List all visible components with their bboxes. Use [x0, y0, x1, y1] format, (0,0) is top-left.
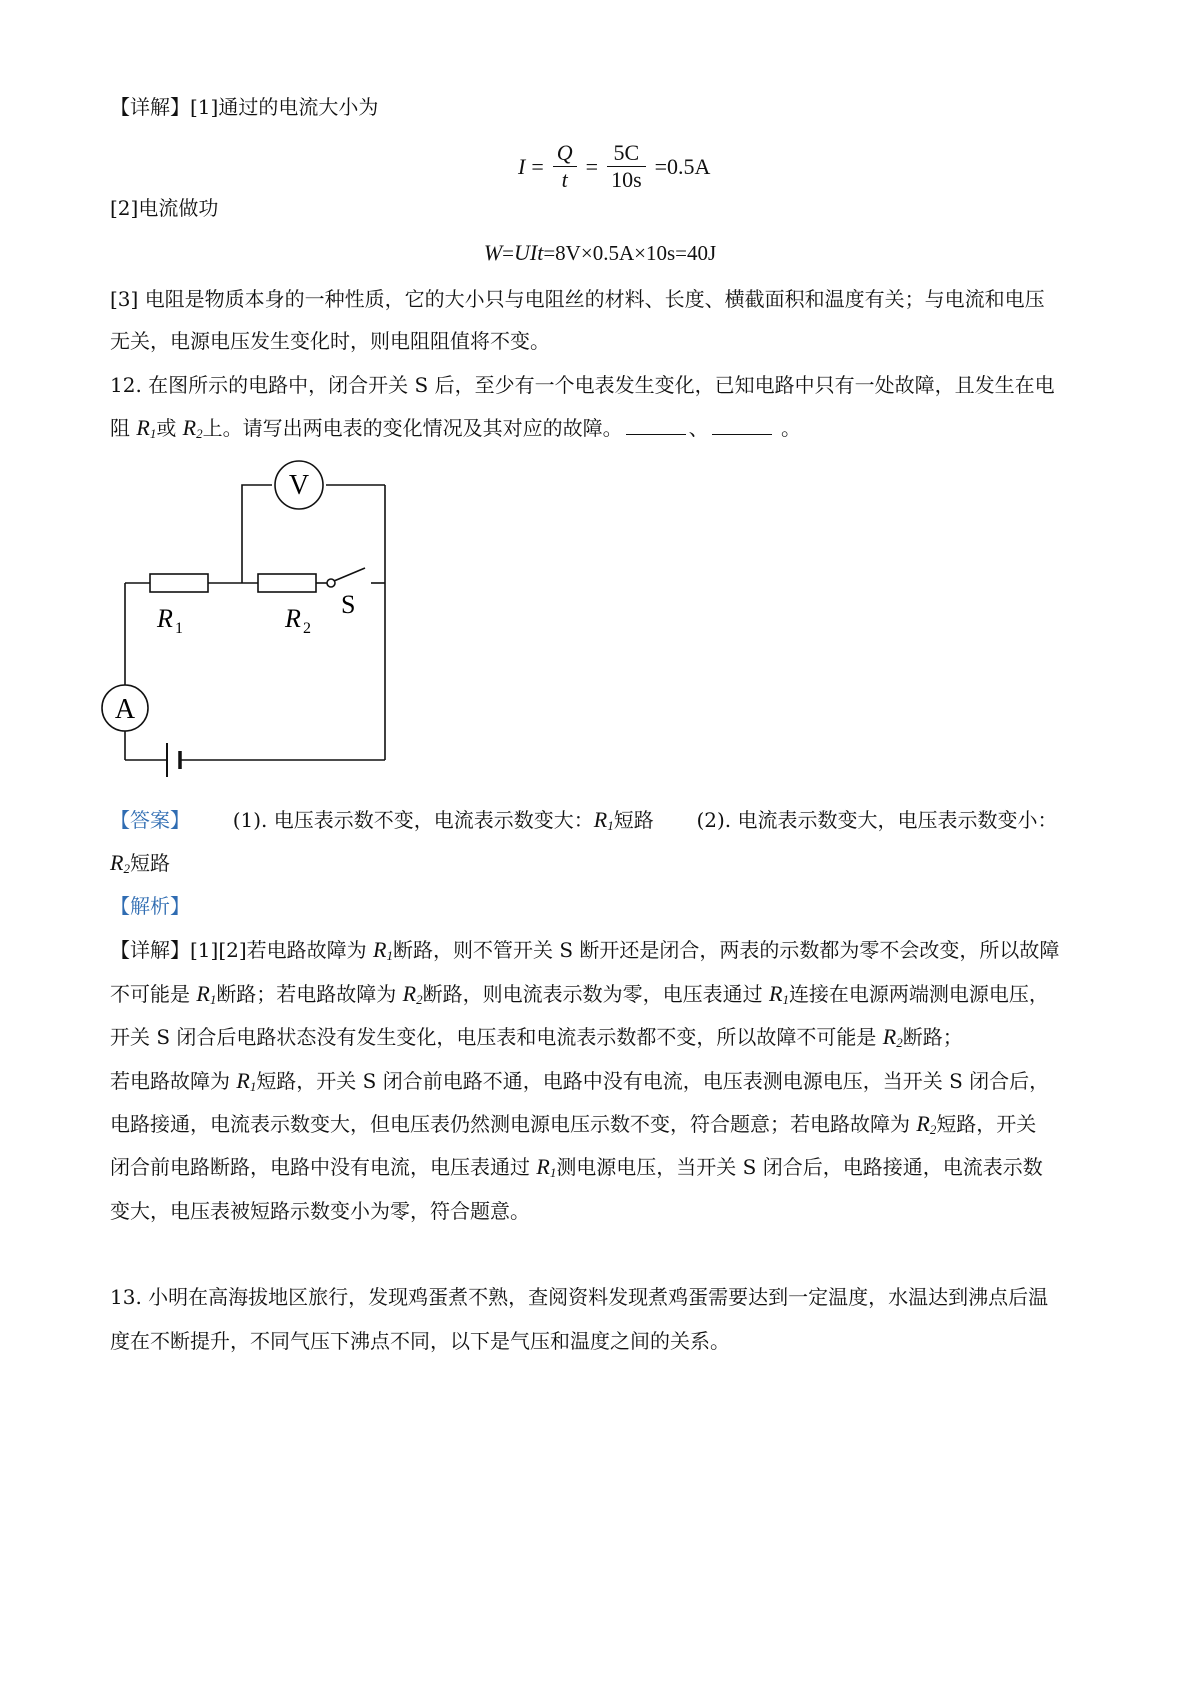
r-subscript: 1 — [386, 948, 393, 963]
analysis-r2 — [403, 981, 423, 1006]
fraction-5c-over-10s — [604, 140, 649, 193]
r-subscript: 1 — [782, 992, 789, 1007]
r-subscript: 1 — [607, 818, 614, 833]
ammeter-label: A — [114, 694, 136, 725]
r-subscript: 2 — [123, 861, 130, 876]
detail-label: 【详解】 — [110, 95, 190, 119]
ammeter — [102, 685, 148, 731]
r1-label-sub: 1 — [175, 620, 183, 637]
eq-result: =0.5A — [654, 153, 711, 179]
fraction-denominator-10s: 10s — [607, 166, 646, 193]
answer-blank-2[interactable] — [712, 416, 772, 435]
resistor-r2 — [258, 574, 316, 592]
answer-part-1-end: 短路 — [613, 808, 654, 832]
r-letter: R — [768, 981, 783, 1006]
eq-equals: = — [531, 153, 544, 179]
r1-symbol — [136, 415, 156, 440]
question-12-line-1: 12. 在图所示的电路中，闭合开关 S 后，至少有一个电表发生变化，已知电路中只有一处故障，且发生在电 — [110, 373, 1055, 397]
r-subscript: 2 — [196, 426, 203, 441]
analysis-detail-label: 【详解】 — [110, 938, 190, 962]
r-letter: R — [882, 1024, 897, 1049]
switch-label: S — [341, 590, 356, 619]
r2-label-sub: 2 — [303, 620, 311, 637]
eq2-equals: = — [502, 241, 515, 265]
analysis-line-2 — [110, 979, 1049, 1015]
analysis-line-5 — [110, 1109, 1036, 1145]
answer-line-2-end: 短路 — [129, 851, 170, 875]
analysis-r2 — [916, 1111, 936, 1136]
analysis-l1b: 断路，则不管开关 S 断开还是闭合，两表的示数都为零不会改变，所以故障 — [392, 938, 1060, 962]
analysis-l5a: 电路接通，电流表示数变大，但电压表仍然测电源电压示数不变，符合题意；若电路故障为 — [110, 1112, 917, 1136]
q12-text-b: 或 — [156, 416, 183, 440]
r-subscript: 1 — [209, 992, 217, 1007]
fraction-numerator-q: Q — [556, 140, 573, 165]
analysis-l1a: [1][2]若电路故障为 — [190, 938, 374, 962]
question-13-line-1: 13. 小明在高海拔地区旅行，发现鸡蛋煮不熟，查阅资料发现煮鸡蛋需要达到一定温度，水温达到沸点后温 — [110, 1285, 1049, 1309]
analysis-line-1 — [110, 935, 1059, 971]
analysis-l4a: 若电路故障为 — [110, 1069, 237, 1093]
resistor-r1 — [150, 574, 208, 592]
voltmeter-label: V — [288, 470, 310, 501]
analysis-l5b: 短路，开关 — [936, 1112, 1037, 1136]
q12-text-a: 阻 — [110, 416, 137, 440]
analysis-line-3 — [110, 1022, 963, 1058]
analysis-l4b: 短路，开关 S 闭合前电路不通，电路中没有电流，电压表测电源电压，当开关 S 闭合后， — [256, 1069, 1050, 1093]
analysis-l6b: 测电源电压，当开关 S 闭合后，电路接通，电流表示数 — [556, 1155, 1043, 1179]
step-3-line-2: 无关，电源电压发生变化时，则电阻阻值将不变。 — [110, 329, 550, 353]
r-letter: R — [402, 981, 417, 1006]
voltmeter — [275, 461, 323, 509]
step-2-line: [2]电流做功 — [110, 196, 219, 220]
r-letter: R — [196, 981, 210, 1006]
analysis-l2a: 不可能是 — [110, 982, 197, 1006]
fraction-denominator-t: t — [553, 166, 577, 193]
analysis-l2c: 断路，则电流表示数为零，电压表通过 — [422, 982, 769, 1006]
analysis-line-6 — [110, 1152, 1043, 1188]
r2-symbol — [183, 415, 203, 440]
detail-text: [1]通过的电流大小为 — [190, 95, 379, 119]
r-subscript: 2 — [896, 1035, 903, 1050]
analysis-l3b: 断路； — [902, 1025, 963, 1049]
answer-r1 — [594, 807, 614, 832]
analysis-l2b: 断路；若电路故障为 — [216, 982, 403, 1006]
analysis-r1 — [373, 937, 393, 962]
q12-text-end: 。 — [774, 416, 801, 440]
analysis-l3a: 开关 S 闭合后电路状态没有发生变化，电压表和电流表示数都不变，所以故障不可能是 — [110, 1025, 883, 1049]
r-letter: R — [593, 807, 608, 832]
circuit-diagram — [95, 460, 425, 860]
answer-line-1 — [110, 805, 1110, 841]
current-equation — [515, 140, 713, 193]
analysis-label: 【解析】 — [110, 894, 190, 918]
eq-equals-2: = — [585, 153, 599, 179]
r-subscript: 1 — [549, 1165, 557, 1180]
answer-blank-1[interactable] — [626, 416, 686, 435]
analysis-l2d: 连接在电源两端测电源电压， — [788, 982, 1049, 1006]
switch-pivot — [327, 579, 335, 587]
analysis-r1 — [236, 1068, 256, 1093]
r-letter: R — [182, 415, 197, 440]
answer-line-2 — [110, 848, 170, 884]
voltmeter-left-wire — [242, 485, 272, 583]
analysis-r1 — [769, 981, 789, 1006]
eq2-symbol-uit: UIt — [514, 240, 544, 265]
r1-label: R — [157, 604, 173, 633]
r-subscript: 1 — [249, 1079, 257, 1094]
analysis-r1 — [536, 1154, 556, 1179]
work-equation — [0, 240, 1200, 266]
analysis-l6a: 闭合前电路断路，电路中没有电流，电压表通过 — [110, 1155, 537, 1179]
analysis-r2 — [883, 1024, 903, 1049]
r-letter: R — [236, 1068, 250, 1093]
eq-symbol-i: I — [518, 153, 526, 179]
answer-r2 — [110, 850, 130, 875]
answer-part-2: (2). 电流表示数变大，电压表示数变小： — [696, 808, 1058, 832]
r-letter: R — [536, 1154, 550, 1179]
r-subscript: 1 — [149, 426, 157, 441]
analysis-line-4 — [110, 1066, 1049, 1102]
fraction-numerator-5c: 5C — [613, 140, 640, 165]
detail-line-1 — [110, 92, 378, 122]
r-subscript: 2 — [929, 1122, 937, 1137]
r-letter: R — [916, 1111, 930, 1136]
analysis-r1 — [196, 981, 216, 1006]
r2-label: R — [285, 604, 301, 633]
eq2-symbol-w: W — [483, 240, 503, 265]
answer-part-1: (1). 电压表示数不变，电流表示数变大： — [232, 808, 594, 832]
r-letter: R — [136, 415, 150, 440]
switch-blade — [334, 568, 365, 581]
r-subscript: 2 — [416, 992, 423, 1007]
answer-label: 【答案】 — [110, 808, 190, 832]
r-letter: R — [373, 937, 387, 962]
step-3-line-1: [3] 电阻是物质本身的一种性质，它的大小只与电阻丝的材料、长度、横截面积和温度有关；与电流和电压 — [110, 287, 1045, 311]
question-12-line-2 — [110, 413, 801, 449]
fraction-q-over-t — [550, 140, 580, 193]
question-13-line-2: 度在不断提升，不同气压下沸点不同，以下是气压和温度之间的关系。 — [110, 1329, 730, 1353]
blank-separator: 、 — [688, 416, 709, 440]
q12-text-c: 上。请写出两电表的变化情况及其对应的故障。 — [202, 416, 623, 440]
analysis-line-7: 变大，电压表被短路示数变小为零，符合题意。 — [110, 1199, 530, 1223]
eq2-rest: =8V×0.5A×10s=40J — [543, 241, 717, 265]
r-letter: R — [110, 850, 124, 875]
